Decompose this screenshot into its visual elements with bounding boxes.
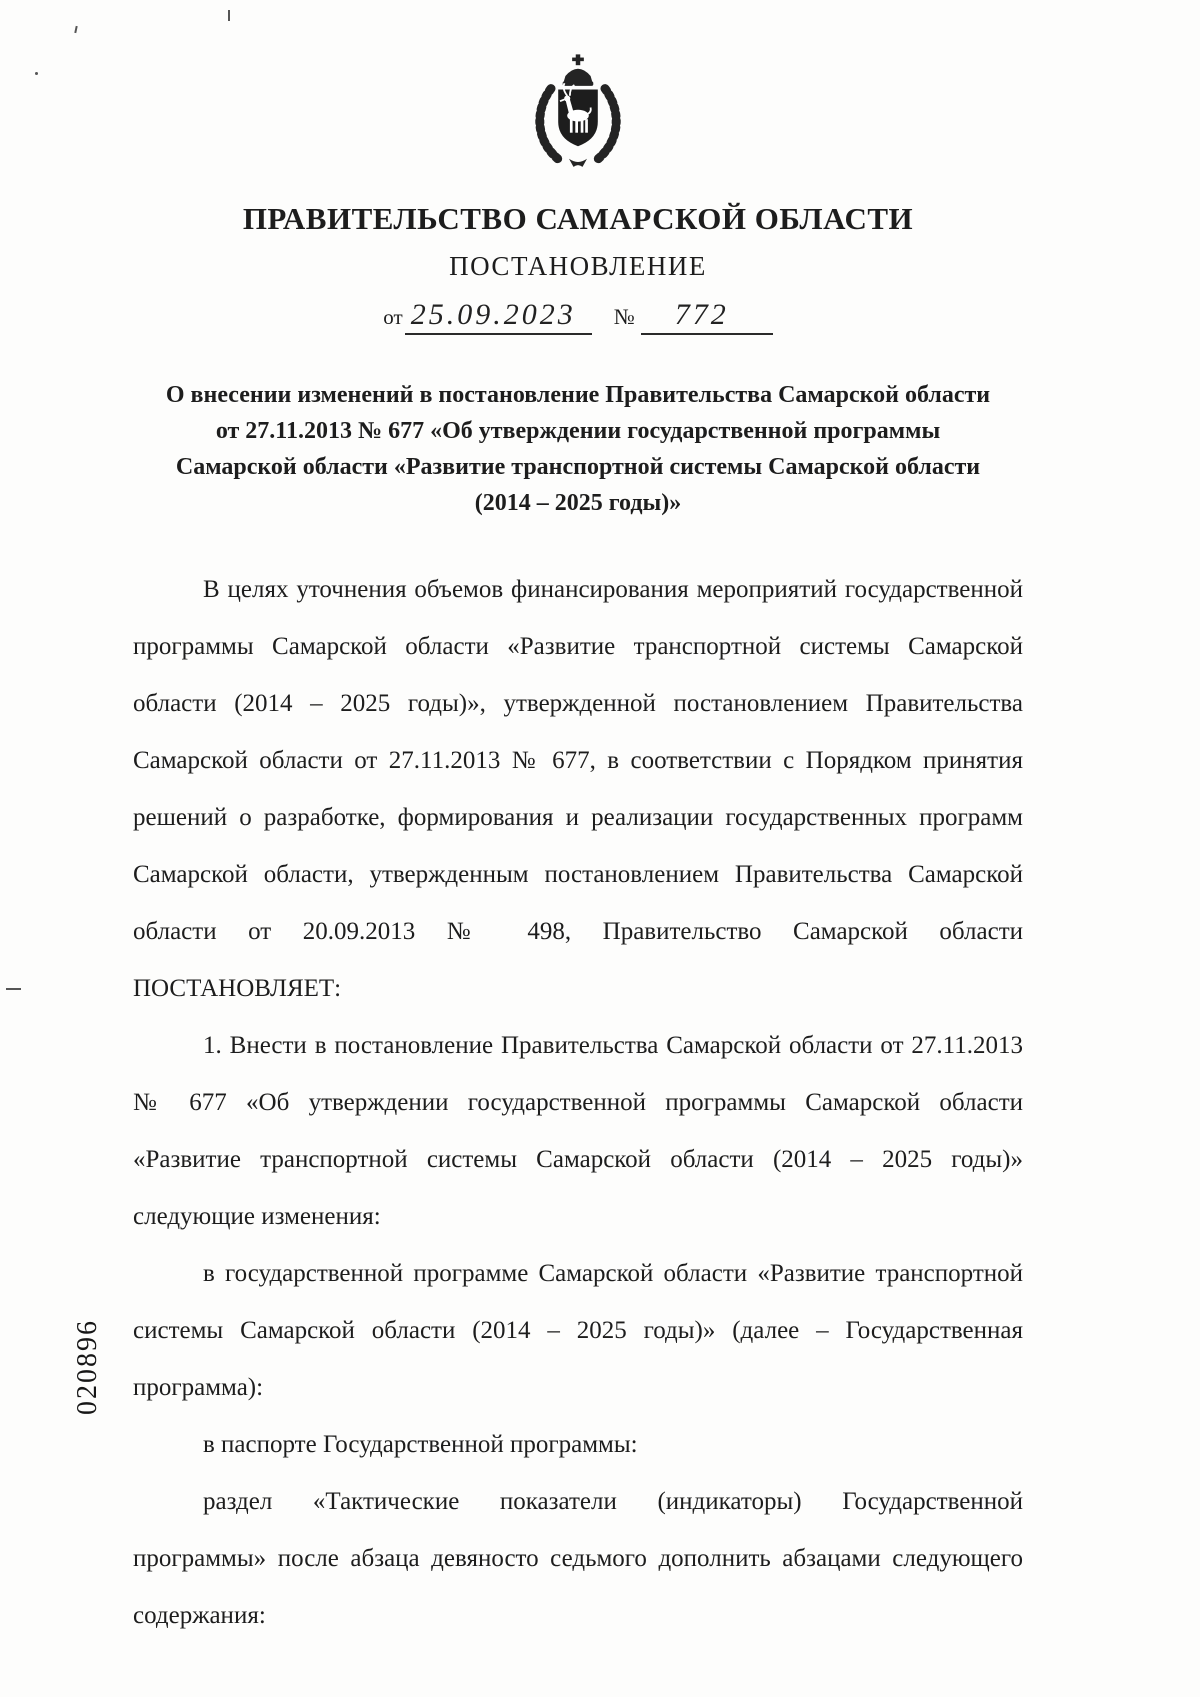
scan-artifact-dash bbox=[6, 988, 21, 990]
document-stamp-number: 020896 bbox=[72, 1319, 103, 1415]
subject-line: Самарской области «Развитие транспортной системы Самарской области bbox=[175, 454, 981, 480]
document-type-title: ПОСТАНОВЛЕНИЕ bbox=[449, 251, 707, 281]
document-body bbox=[133, 561, 1023, 1644]
body-paragraph: В целях уточнения объемов финансирования мероприятий государственной программы Самарской области «Развитие транспортной системы Самарской области (2014 – 2025 годы)», утвержденной постановлением Правительства Самарской области от 27.11.2013 № 677, в соответствии с Порядком принятия решений о разработке, формирования и реализации государственных программ Самарской области, утвержденным постановлением Правительства Самарской области от 20.09.2013 № 498, Правительство Самарской области ПОСТАНОВЛЯЕТ: bbox=[133, 576, 1023, 1002]
samara-coat-of-arms-icon bbox=[524, 52, 632, 172]
document-subject bbox=[133, 377, 1023, 521]
body-paragraph: в государственной программе Самарской области «Развитие транспортной системы Самарской области (2014 – 2025 годы)» (далее – Государственная программа): bbox=[133, 1260, 1023, 1401]
number-sign: № bbox=[613, 304, 635, 329]
subject-line: от 27.11.2013 № 677 «Об утверждении государственной программы bbox=[215, 418, 941, 444]
organization-title: ПРАВИТЕЛЬСТВО САМАРСКОЙ ОБЛАСТИ bbox=[242, 201, 914, 236]
body-paragraph: раздел «Тактические показатели (индикаторы) Государственной программы» после абзаца девяносто седьмого дополнить абзацами следующего содержания: bbox=[133, 1488, 1023, 1629]
scan-artifact-dot bbox=[35, 72, 38, 75]
body-paragraph: в паспорте Государственной программы: bbox=[203, 1431, 638, 1458]
date-number-line bbox=[133, 298, 1023, 335]
handwritten-date: 25.09.2023 bbox=[405, 298, 592, 335]
body-paragraph: 1. Внести в постановление Правительства Самарской области от 27.11.2013 № 677 «Об утверждении государственной программы Самарской области «Развитие транспортной системы Самарской области (2014 – 2025 годы)» следующие изменения: bbox=[133, 1032, 1023, 1230]
document-page bbox=[133, 0, 1023, 1644]
date-prefix-label: от bbox=[383, 305, 403, 329]
subject-line: (2014 – 2025 годы)» bbox=[474, 490, 682, 516]
emblem-container bbox=[133, 0, 1023, 177]
scan-artifact-quote bbox=[74, 26, 77, 33]
subject-line: О внесении изменений в постановление Правительства Самарской области bbox=[165, 382, 991, 408]
handwritten-number: 772 bbox=[641, 298, 773, 335]
